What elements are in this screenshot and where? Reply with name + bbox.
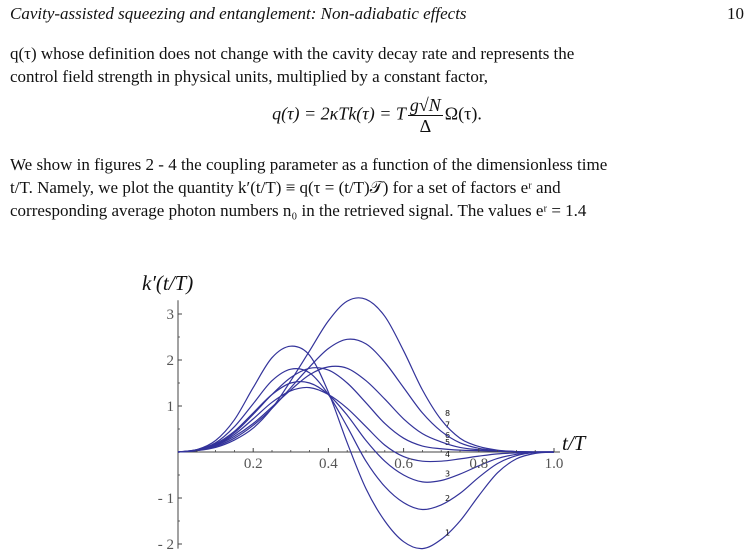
- paragraph-2-line-2: t/T. Namely, we plot the quantity k′(t/T) ≡ q(τ = (t/T)𝒯) for a set of factors eʳ and: [10, 178, 561, 197]
- page-number: 10: [727, 4, 744, 23]
- equation-lhs: q(τ) = 2κTk(τ) = T: [272, 103, 406, 124]
- series-label-6: 6: [444, 430, 451, 440]
- series-label-2: 2: [444, 493, 451, 503]
- paragraph-1-line-2: control field strength in physical units, multiplied by a constant factor,: [10, 67, 489, 86]
- y-tick-label-0: 3: [166, 307, 174, 323]
- series-line-6: [178, 366, 554, 452]
- x-tick-label-1: 0.4: [319, 456, 338, 472]
- equation-denominator: Δ: [419, 116, 432, 136]
- y-tick-label-4: - 2: [157, 537, 174, 550]
- x-axis-label: t/T: [562, 431, 586, 455]
- equation-numerator: g√N: [409, 95, 441, 115]
- series-label-1: 1: [444, 528, 451, 538]
- y-tick-label-2: 1: [166, 399, 174, 415]
- series-label-8: 8: [444, 408, 451, 418]
- paragraph-2-line-1: We show in figures 2 - 4 the coupling parameter as a function of the dimensionless time: [10, 155, 608, 174]
- equation-rhs: Ω(τ).: [444, 103, 482, 124]
- series-line-8: [178, 298, 554, 452]
- series-label-4: 4: [444, 450, 451, 460]
- y-tick-label-3: - 1: [157, 491, 174, 507]
- y-tick-label-1: 2: [166, 353, 174, 369]
- y-axis-label: k′(t/T): [142, 271, 194, 296]
- x-tick-label-2: 0.6: [394, 456, 413, 472]
- x-tick-label-0: 0.2: [243, 456, 263, 472]
- series-label-3: 3: [444, 469, 451, 479]
- x-tick-label-3: 0.8: [469, 456, 489, 472]
- series-label-7: 7: [444, 420, 451, 430]
- x-tick-label-4: 1.0: [544, 456, 564, 472]
- paragraph-1-line-1: q(τ) whose definition does not change with the cavity decay rate and represents the: [10, 44, 575, 63]
- paragraph-2-line-3: corresponding average photon numbers n₀ in the retrieved signal. The values eʳ = 1.4: [10, 201, 587, 220]
- series-label-5: 5: [444, 437, 451, 447]
- series-line-1: [178, 346, 554, 548]
- running-title: Cavity-assisted squeezing and entanglement: Non-adiabatic effects: [10, 4, 467, 23]
